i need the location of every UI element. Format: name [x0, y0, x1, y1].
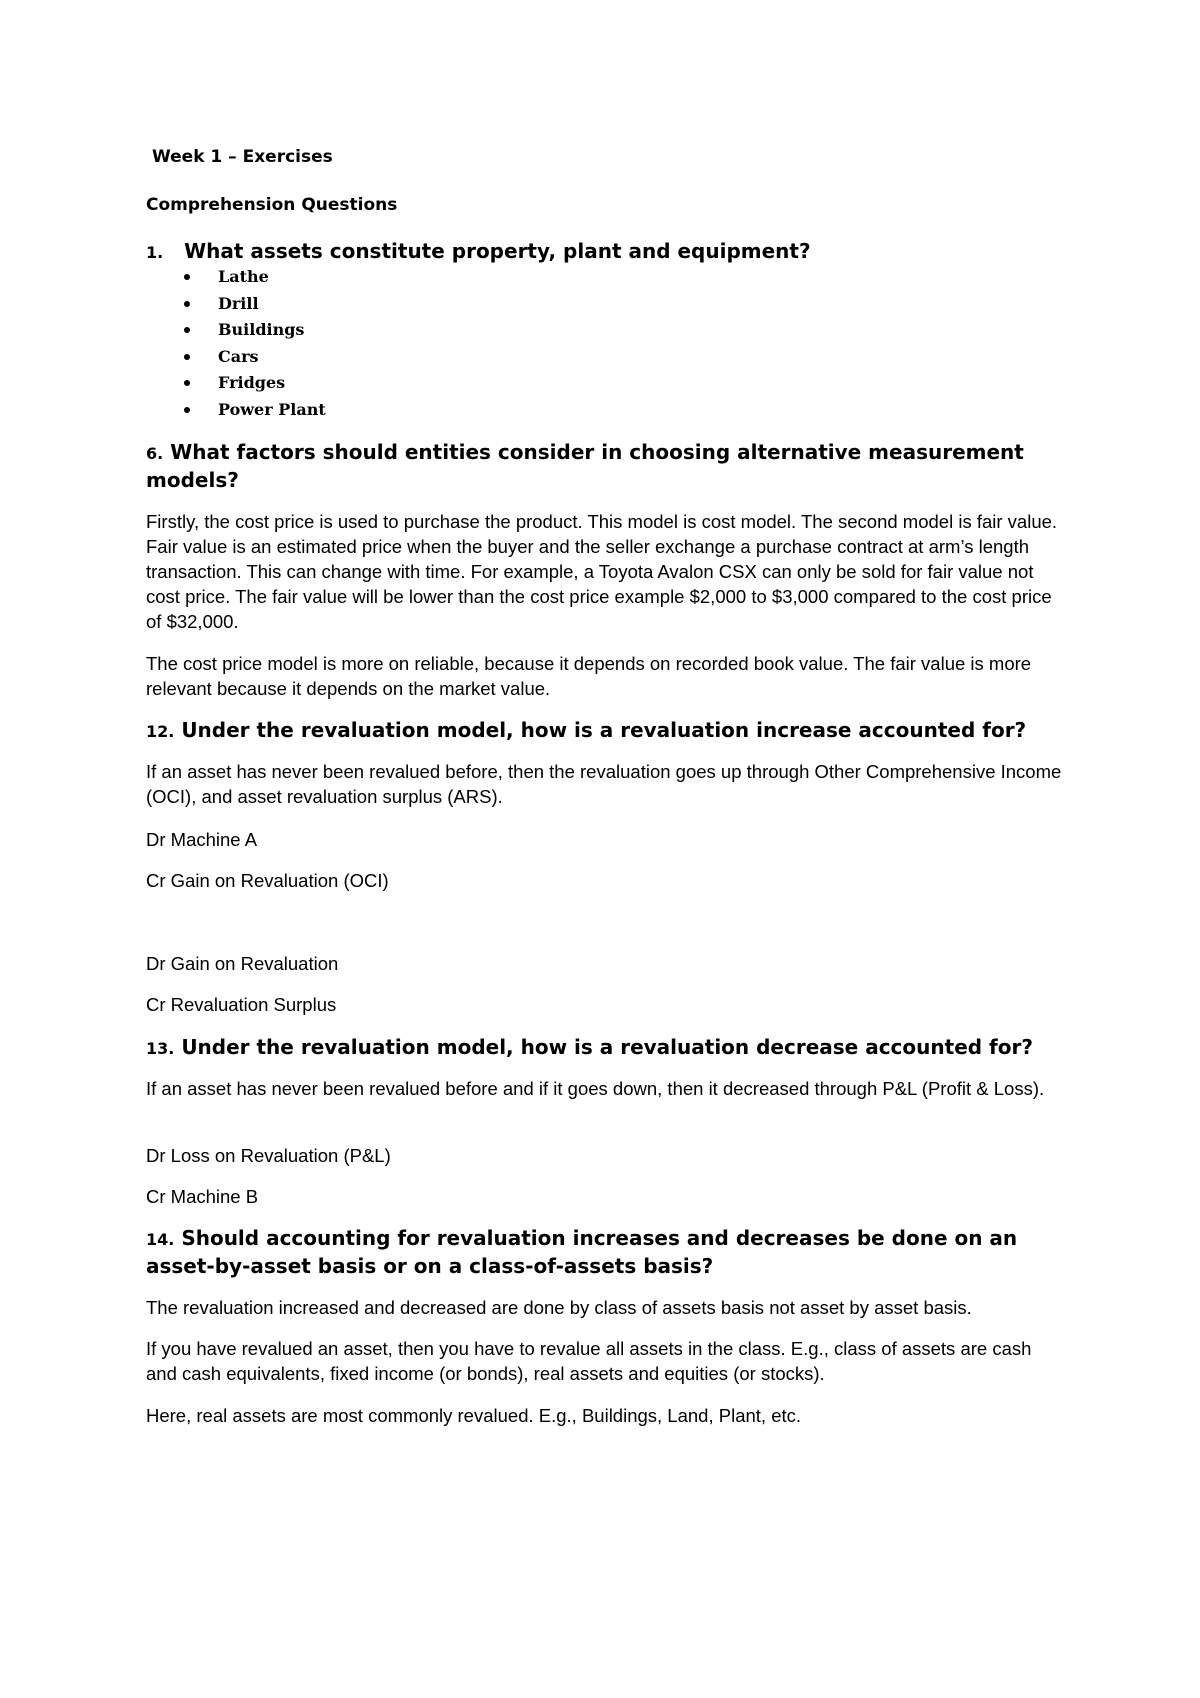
- list-item: Buildings: [184, 318, 326, 345]
- answer-paragraph: If an asset has never been revalued before, then the revaluation goes up through Other Comprehensive Income (OCI), and asset revaluation surplus (ARS).: [146, 761, 1062, 807]
- question-number: 12.: [146, 722, 175, 741]
- list-item: Drill: [184, 292, 326, 319]
- list-item: Lathe: [184, 265, 326, 292]
- bullet-icon: [184, 274, 190, 280]
- journal-entry: Dr Loss on Revaluation (P&L): [146, 1145, 391, 1166]
- question-text: What assets constitute property, plant and equipment?: [184, 239, 811, 263]
- list-item: Cars: [184, 345, 326, 372]
- bullet-icon: [184, 327, 190, 333]
- question-6: [146, 439, 1076, 493]
- answer-paragraph: If an asset has never been revalued before and if it goes down, then it decreased through P&L (Profit & Loss).: [146, 1078, 1045, 1099]
- question-text: What factors should entities consider in choosing alternative measurement models?: [146, 440, 1024, 492]
- list-item: Power Plant: [184, 398, 326, 425]
- journal-entry: Cr Revaluation Surplus: [146, 994, 337, 1015]
- question-text: Under the revaluation model, how is a revaluation decrease accounted for?: [181, 1035, 1033, 1059]
- question-12: [146, 717, 1076, 745]
- asset-list: [184, 265, 326, 425]
- journal-entry: Cr Gain on Revaluation (OCI): [146, 870, 389, 891]
- answer-paragraph: The revaluation increased and decreased are done by class of assets basis not asset by asset basis.: [146, 1297, 972, 1318]
- question-number: 14.: [146, 1230, 175, 1249]
- answer-paragraph: The cost price model is more on reliable, because it depends on recorded book value. The fair value is more relevant because it depends on the market value.: [146, 653, 1032, 699]
- bullet-icon: [184, 407, 190, 413]
- bullet-icon: [184, 301, 190, 307]
- bullet-icon: [184, 380, 190, 386]
- answer-paragraph: If you have revalued an asset, then you have to revalue all assets in the class. E.g., class of assets are cash and cash equivalents, fixed income (or bonds), real assets and equities (or stocks).: [146, 1338, 1032, 1384]
- document-title: Week 1 – Exercises: [152, 147, 333, 167]
- question-number: 1.: [146, 243, 164, 262]
- question-text: Should accounting for revaluation increases and decreases be done on an asset-by-asset basis or on a class-of-assets basis?: [146, 1226, 1018, 1278]
- journal-entry: Dr Gain on Revaluation: [146, 953, 339, 974]
- question-number: 13.: [146, 1039, 175, 1058]
- journal-entry: Dr Machine A: [146, 829, 258, 850]
- question-14: [146, 1225, 1076, 1279]
- question-13: [146, 1034, 1076, 1062]
- question-text: Under the revaluation model, how is a revaluation increase accounted for?: [181, 718, 1027, 742]
- section-heading: Comprehension Questions: [146, 195, 398, 215]
- answer-paragraph: Here, real assets are most commonly revalued. E.g., Buildings, Land, Plant, etc.: [146, 1405, 802, 1426]
- answer-paragraph: Firstly, the cost price is used to purchase the product. This model is cost model. The second model is fair value. Fair value is an estimated price when the buyer and the seller exchange a purchase contract at arm’s length transaction. This can change with time. For example, a Toyota Avalon CSX can only be sold for fair value not cost price. The fair value will be lower than the cost price example $2,000 to $3,000 compared to the cost price of $32,000.: [146, 511, 1058, 632]
- bullet-icon: [184, 354, 190, 360]
- question-number: 6.: [146, 444, 164, 463]
- journal-entry: Cr Machine B: [146, 1186, 259, 1207]
- question-1: [146, 238, 1076, 266]
- list-item: Fridges: [184, 371, 326, 398]
